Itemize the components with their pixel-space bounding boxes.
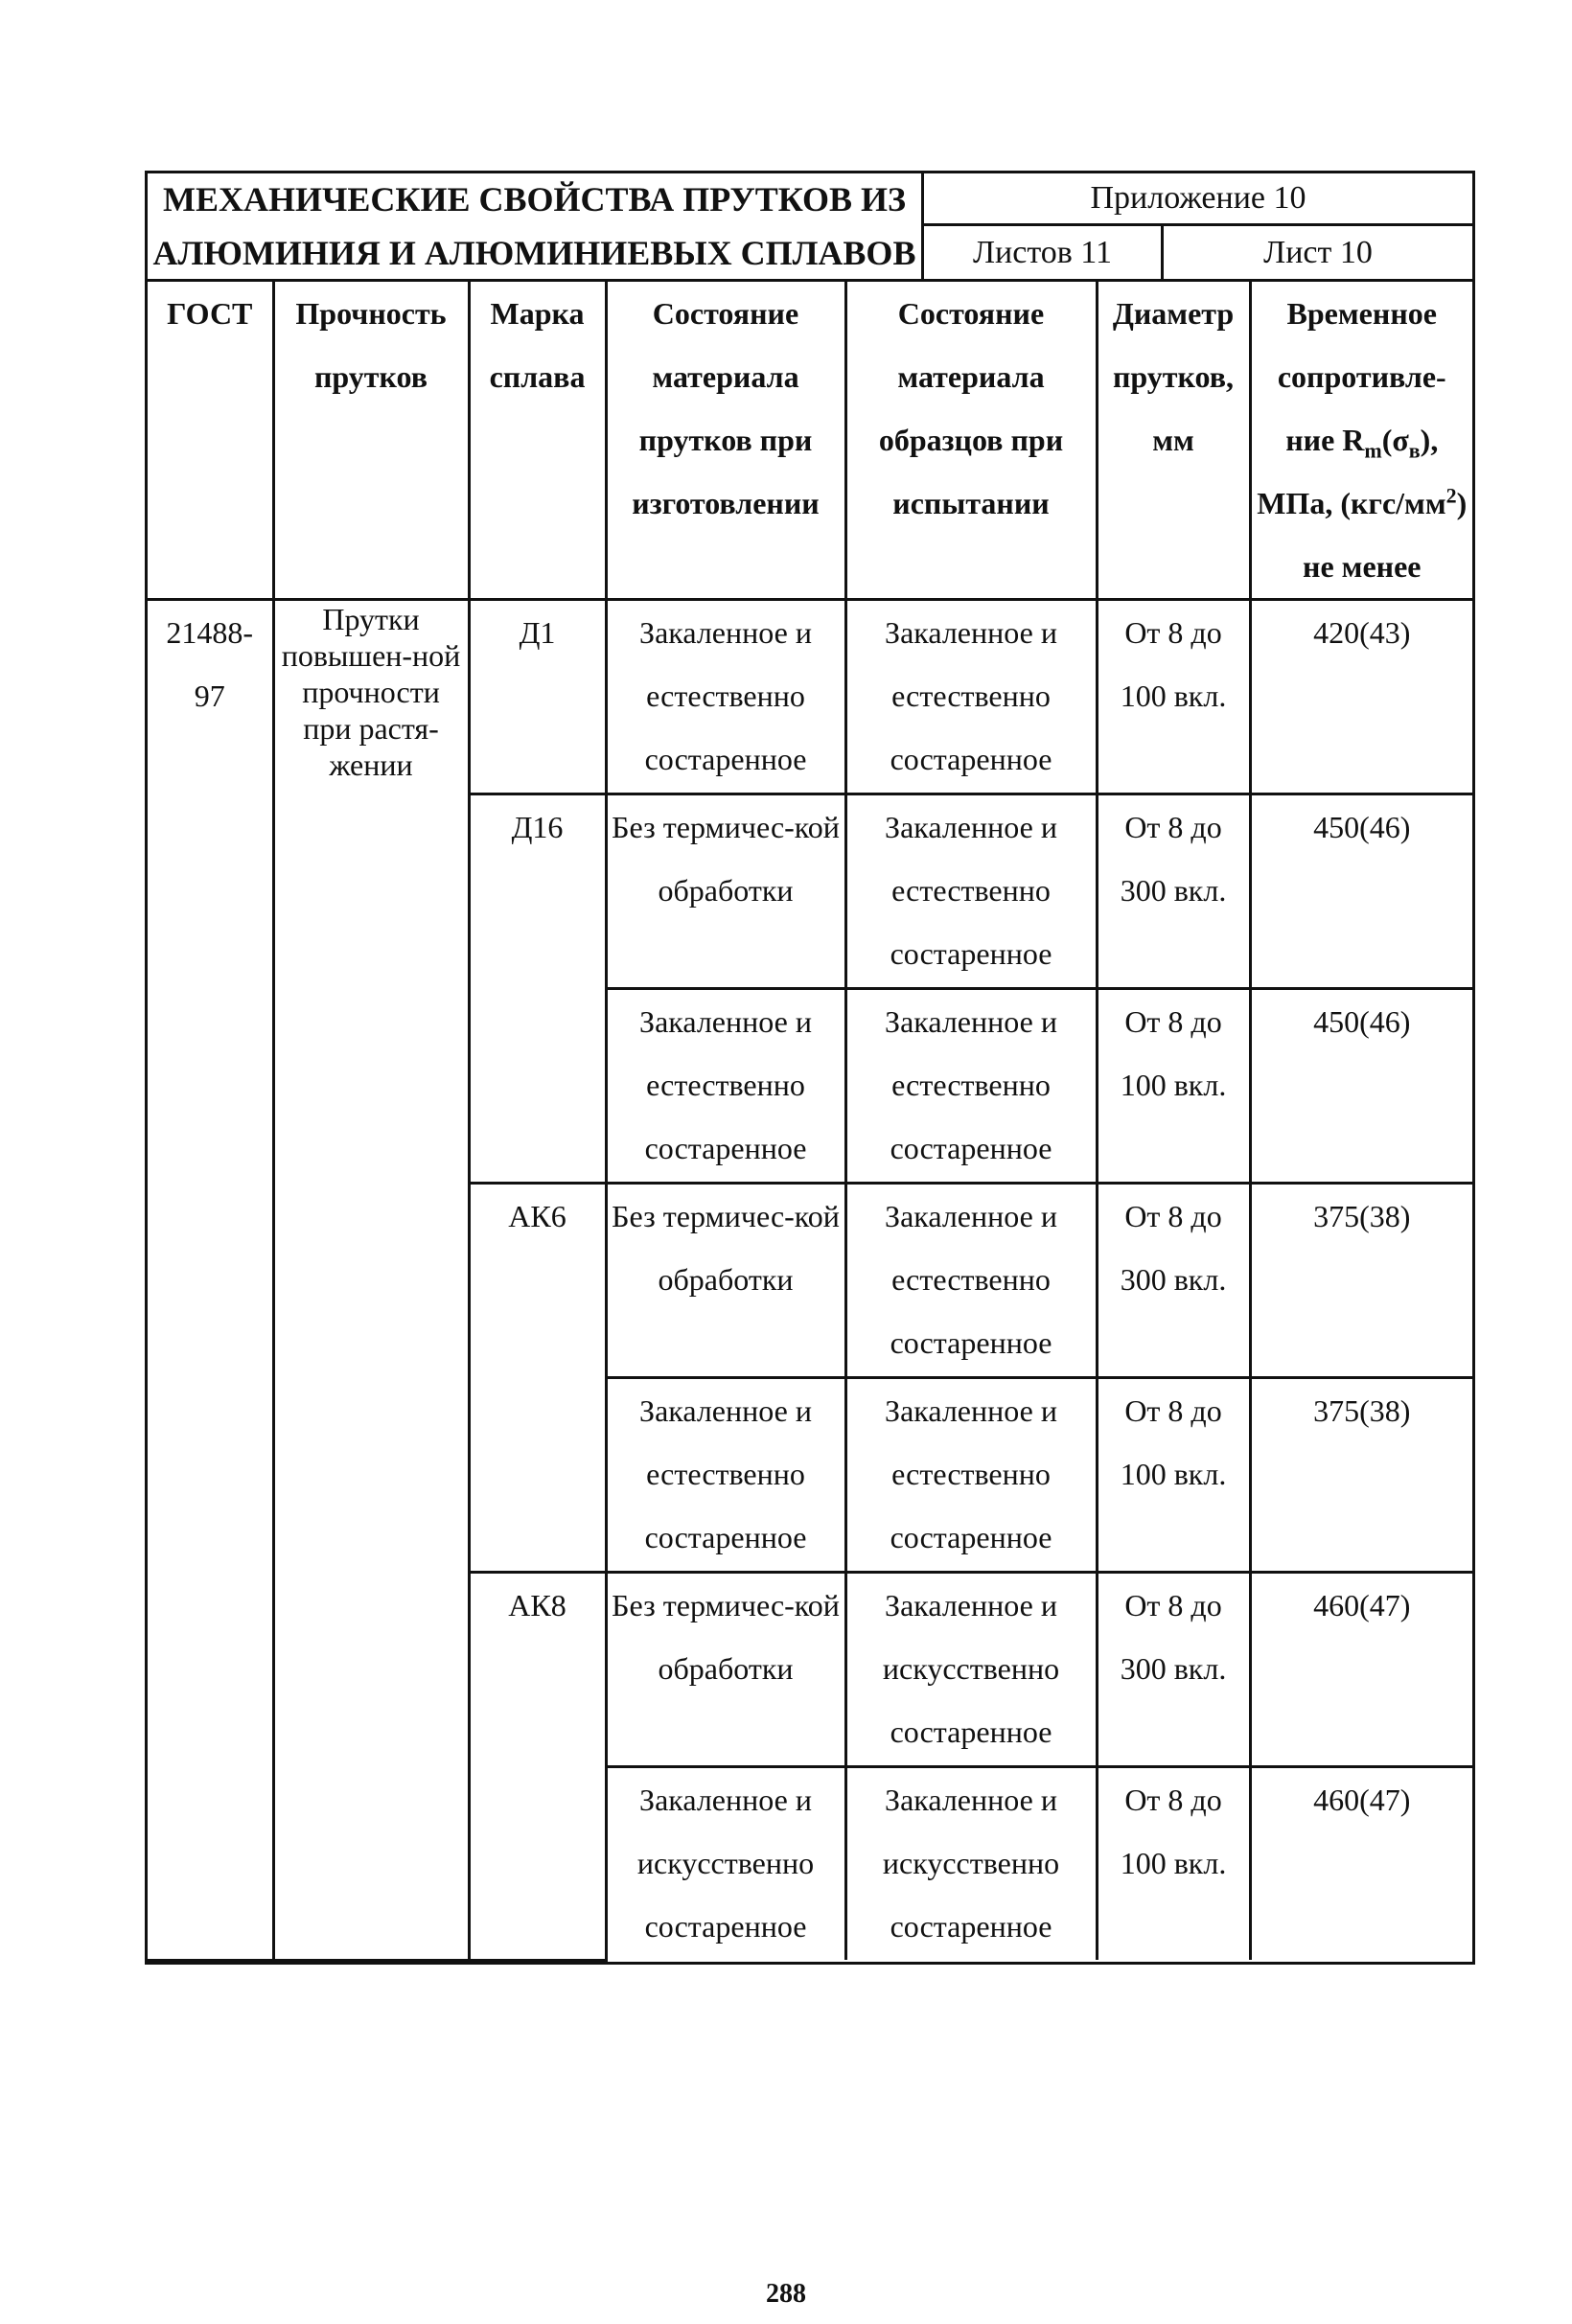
diameter-cell: От 8 до 300 вкл. <box>1097 1573 1250 1767</box>
grade-cell: Д16 <box>469 794 606 1184</box>
tensile-cell: 375(38) <box>1250 1378 1472 1573</box>
table-row <box>148 600 1472 794</box>
state-manufacture-cell: Закаленное и естественно состаренное <box>606 600 845 794</box>
col-header-strength: Прочность прутков <box>273 282 469 600</box>
state-test-cell: Закаленное и естественно состаренное <box>845 794 1097 989</box>
sheet-counter <box>924 226 1472 279</box>
document-header <box>148 173 1472 282</box>
tensile-sub-v: в <box>1408 438 1421 463</box>
state-manufacture-cell: Без термичес-кой обработки <box>606 794 845 989</box>
state-test-cell: Закаленное и естественно состаренное <box>845 1184 1097 1378</box>
state-manufacture-cell: Без термичес-кой обработки <box>606 1573 845 1767</box>
document-title <box>148 173 924 279</box>
state-manufacture-cell: Без термичес-кой обработки <box>606 1184 845 1378</box>
tensile-text-1: Временное сопротивле-ние R <box>1277 296 1446 457</box>
diameter-cell: От 8 до 100 вкл. <box>1097 1378 1250 1573</box>
tensile-cell: 460(47) <box>1250 1573 1472 1767</box>
sheets-total: Листов 11 <box>924 226 1164 279</box>
tensile-cell: 450(46) <box>1250 989 1472 1184</box>
state-manufacture-cell: Закаленное и естественно состаренное <box>606 989 845 1184</box>
grade-cell: АК6 <box>469 1184 606 1573</box>
tensile-text-4: ) не менее <box>1303 486 1468 584</box>
col-header-state-test: Состояние материала образцов при испытании <box>845 282 1097 600</box>
tensile-text-2: (σ <box>1381 423 1409 457</box>
tensile-cell: 450(46) <box>1250 794 1472 989</box>
col-header-grade: Марка сплава <box>469 282 606 600</box>
diameter-cell: От 8 до 100 вкл. <box>1097 989 1250 1184</box>
diameter-cell: От 8 до 300 вкл. <box>1097 1184 1250 1378</box>
gost-cell: 21488-97 <box>148 600 273 1961</box>
state-manufacture-cell: Закаленное и естественно состаренное <box>606 1378 845 1573</box>
sheet-current: Лист 10 <box>1263 234 1373 270</box>
document-sheet <box>145 171 1475 1965</box>
strength-cell: Прутки повышен-ной прочности при растя-жении <box>273 600 469 1961</box>
header-meta <box>924 173 1472 279</box>
state-test-cell: Закаленное и естественно состаренное <box>845 600 1097 794</box>
state-test-cell: Закаленное и искусственно состаренное <box>845 1573 1097 1767</box>
title-line-2: АЛЮМИНИЯ И АЛЮМИНИЕВЫХ СПЛАВОВ <box>152 234 916 272</box>
state-test-cell: Закаленное и естественно состаренное <box>845 989 1097 1184</box>
page-number: 288 <box>766 2279 806 2309</box>
table-header-row <box>148 282 1472 600</box>
appendix-label: Приложение 10 <box>924 173 1472 226</box>
col-header-tensile <box>1250 282 1472 600</box>
properties-table <box>148 282 1472 1962</box>
col-header-state-manufacture: Состояние материала прутков при изготовлении <box>606 282 845 600</box>
tensile-cell: 460(47) <box>1250 1767 1472 1961</box>
diameter-cell: От 8 до 300 вкл. <box>1097 794 1250 989</box>
col-header-gost: ГОСТ <box>148 282 273 600</box>
tensile-sup-2: 2 <box>1445 483 1457 508</box>
col-header-diameter: Диаметр прутков, мм <box>1097 282 1250 600</box>
state-manufacture-cell: Закаленное и искусственно состаренное <box>606 1767 845 1961</box>
diameter-cell: От 8 до 100 вкл. <box>1097 600 1250 794</box>
grade-cell: АК8 <box>469 1573 606 1961</box>
state-test-cell: Закаленное и искусственно состаренное <box>845 1767 1097 1961</box>
grade-cell: Д1 <box>469 600 606 794</box>
tensile-sub-m: m <box>1364 438 1382 463</box>
tensile-text-3: ), МПа, (кгс/мм <box>1257 423 1446 520</box>
tensile-cell: 375(38) <box>1250 1184 1472 1378</box>
diameter-cell: От 8 до 100 вкл. <box>1097 1767 1250 1961</box>
state-test-cell: Закаленное и естественно состаренное <box>845 1378 1097 1573</box>
title-line-1: МЕХАНИЧЕСКИЕ СВОЙСТВА ПРУТКОВ ИЗ <box>162 180 907 219</box>
tensile-cell: 420(43) <box>1250 600 1472 794</box>
